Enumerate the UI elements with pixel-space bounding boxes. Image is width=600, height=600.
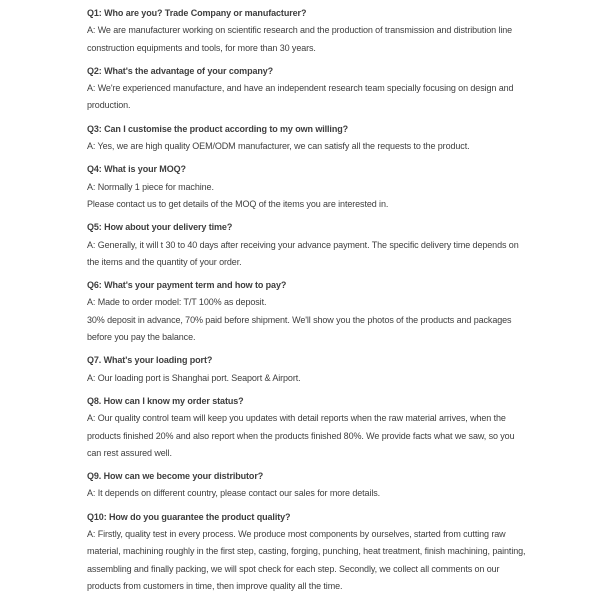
faq-question: Q10: How do you guarantee the product quality? — [87, 511, 291, 522]
faq-answer-line: material, machining roughly in the first step, casting, forging, punching, heat treatment, finish machining, painting, — [87, 546, 526, 557]
faq-item — [87, 219, 540, 271]
faq-question: Q3: Can I customise the product according to my own willing? — [87, 123, 349, 134]
faq-item — [87, 63, 540, 115]
faq-answer-line: A: Made to order model: T/T 100% as deposit. — [87, 297, 267, 308]
faq-answer-line: before you pay the balance. — [87, 332, 196, 343]
faq-question: Q6: What's your payment term and how to pay? — [87, 280, 287, 291]
faq-item — [87, 277, 540, 346]
faq-answer-line: A: Our loading port is Shanghai port. Seaport & Airport. — [87, 372, 301, 383]
faq-question: Q8. How can I know my order status? — [87, 395, 244, 406]
faq-item — [87, 393, 540, 462]
faq-answer-line: A: It depends on different country, please contact our sales for more details. — [87, 488, 381, 499]
faq-question: Q9. How can we become your distributor? — [87, 471, 264, 482]
faq-answer-line: A: Generally, it will t 30 to 40 days after receiving your advance payment. The specific delivery time depends on — [87, 239, 519, 250]
faq-answer-line: products from customers in time, then improve quality all the time. — [87, 580, 343, 591]
faq-question: Q7. What's your loading port? — [87, 355, 213, 366]
faq-answer-line: A: Our quality control team will keep you updates with detail reports when the raw material arrives, when the — [87, 413, 506, 424]
faq-answer-line: 30% deposit in advance, 70% paid before shipment. We'll show you the photos of the products and packages — [87, 314, 512, 325]
faq-question: Q4: What is your MOQ? — [87, 164, 186, 175]
faq-question: Q1: Who are you? Trade Company or manufacturer? — [87, 8, 307, 18]
faq-answer-line: A: We are manufacturer working on scientific research and the production of transmission and distribution line — [87, 25, 513, 36]
faq-answer-line: construction equipments and tools, for more than 30 years. — [87, 42, 316, 53]
faq-item — [87, 5, 540, 57]
faq-item — [87, 121, 540, 156]
faq-answer-line: A: Normally 1 piece for machine. — [87, 181, 214, 192]
faq-answer-line: the items and the quantity of your order. — [87, 256, 242, 267]
faq-item — [87, 352, 540, 387]
faq-answer-line: A: Yes, we are high quality OEM/ODM manufacturer, we can satisfy all the requests to the product. — [87, 141, 470, 152]
faq-answer-line: can rest assured well. — [87, 447, 172, 458]
faq-answer-line: A: We're experienced manufacture, and have an independent research team specially focusing on design and — [87, 83, 514, 94]
faq-item — [87, 509, 540, 595]
faq-item — [87, 468, 540, 503]
faq-answer-line: assembling and finally packing, we will spot check for each step. Secondly, we collect all comments on our — [87, 563, 500, 574]
faq-answer-line: A: Firstly, quality test in every process. We produce most components by ourselves, started from cutting raw — [87, 529, 506, 540]
faq-question: Q2: What's the advantage of your company? — [87, 65, 274, 76]
faq-answer-line: Please contact us to get details of the MOQ of the items you are interested in. — [87, 198, 389, 209]
faq-question: Q5: How about your delivery time? — [87, 222, 233, 233]
faq-item — [87, 161, 540, 213]
faq-answer-line: products finished 20% and also report when the products finished 80%. We provide facts what we saw, so you — [87, 430, 515, 441]
faq-answer-line: production. — [87, 100, 131, 111]
